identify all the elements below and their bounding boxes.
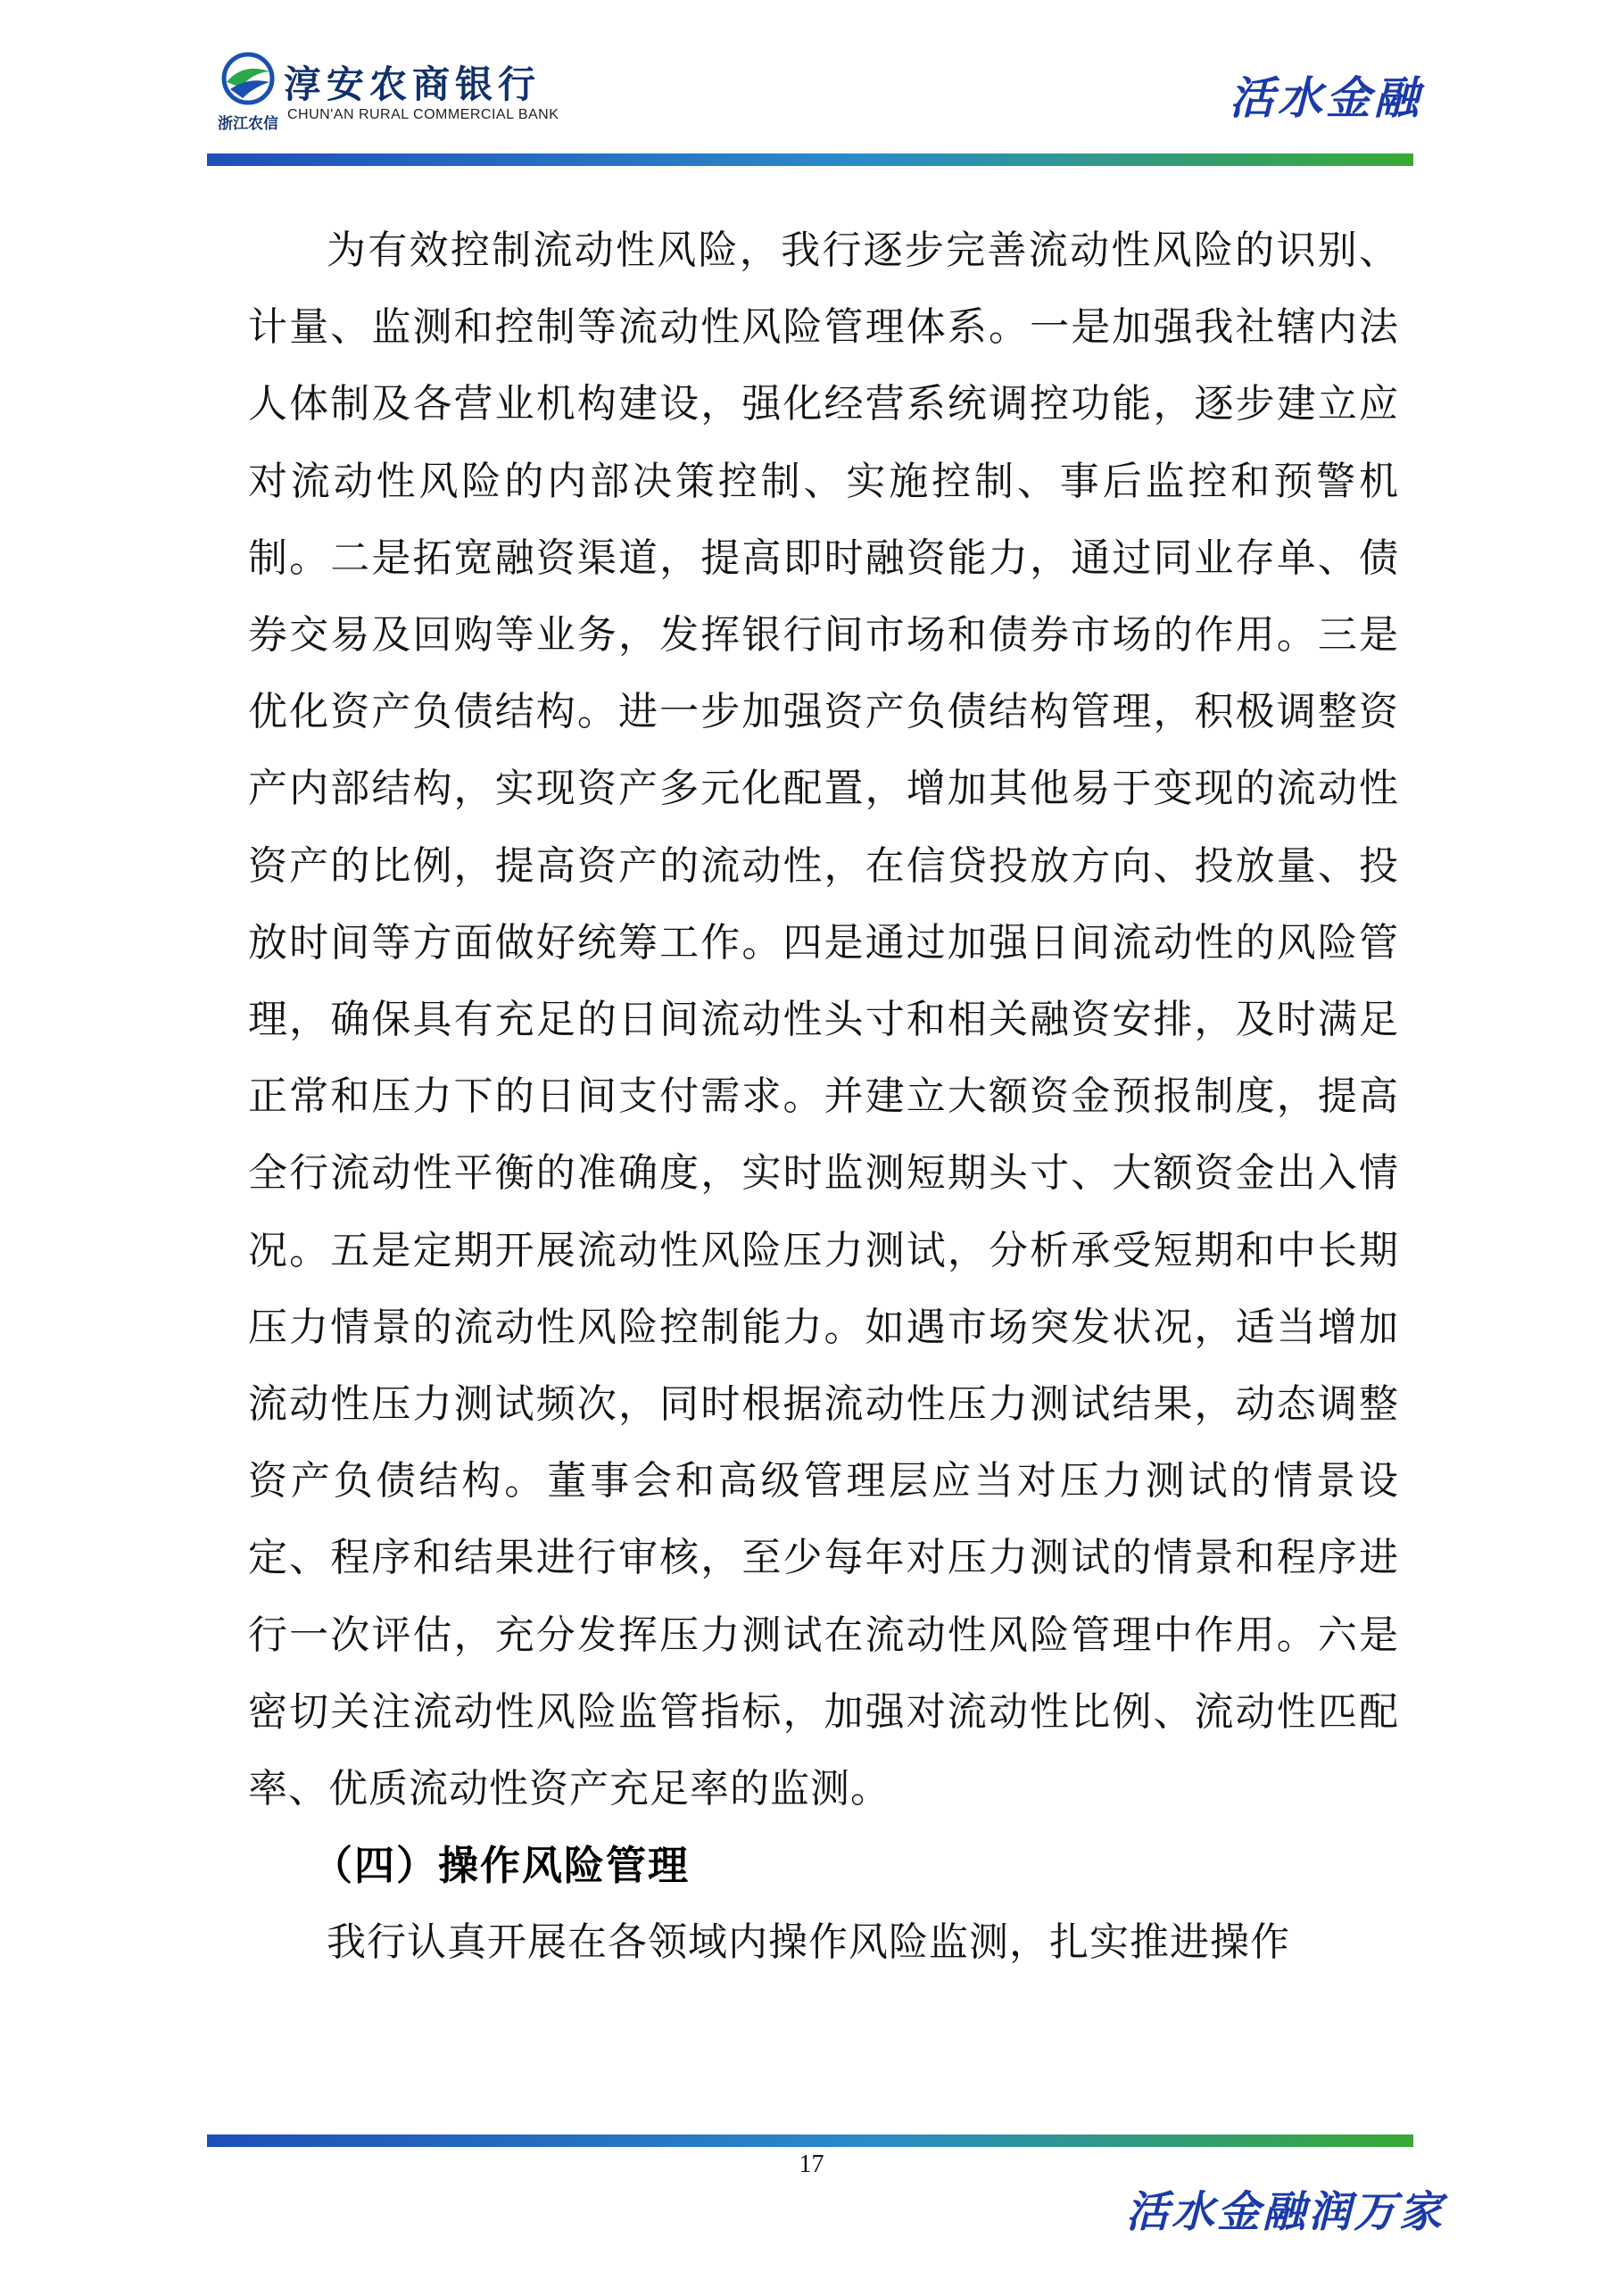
- document-body: [248, 212, 1399, 1982]
- footer-slogan: 活水金融润万家: [1126, 2187, 1445, 2237]
- logo-caption: 浙江农信: [218, 115, 278, 133]
- header-slogan: 活水金融: [1230, 71, 1422, 124]
- zhejiang-rural-credit-logo-icon: [207, 46, 289, 136]
- footer-divider: [207, 2134, 1413, 2147]
- header-divider: [207, 153, 1413, 166]
- bank-name-english: CHUN'AN RURAL COMMERCIAL BANK: [287, 107, 559, 122]
- bank-name-chinese: 淳安农商银行: [284, 62, 542, 106]
- body-paragraph: 我行认真开展在各领域内操作风险监测，扎实推进操作: [327, 1919, 1290, 1966]
- page-number: 17: [799, 2151, 824, 2178]
- page-header: [0, 0, 1623, 170]
- body-paragraph: 为有效控制流动性风险，我行逐步完善流动性风险的识别、计量、监测和控制等流动性风险管理体系。一是加强我社辖内法人体制及各营业机构建设，强化经营系统调控功能，逐步建立应对流动性风险的内部决策控制、实施控制、事后监控和预警机制。二是拓宽融资渠道，提高即时融资能力，通过同业存单、债券交易及回购等业务，发挥银行间市场和债券市场的作用。三是优化资产负债结构。进一步加强资产负债结构管理，积极调整资产内部结构，实现资产多元化配置，增加其他易于变现的流动性资产的比例，提高资产的流动性，在信贷投放方向、投放量、投放时间等方面做好统筹工作。四是通过加强日间流动性的风险管理，确保具有充足的日间流动性头寸和相关融资安排，及时满足正常和压力下的日间支付需求。并建立大额资金预报制度，提高全行流动性平衡的准确度，实时监测短期头寸、大额资金出入情况。五是定期开展流动性风险压力测试，分析承受短期和中长期压力情景的流动性风险控制能力。如遇市场突发状况，适当增加流动性压力测试频次，同时根据流动性压力测试结果，动态调整资产负债结构。董事会和高级管理层应当对压力测试的情景设定、程序和结果进行审核，至少每年对压力测试的情景和程序进行一次评估，充分发挥压力测试在流动性风险管理中作用。六是密切关注流动性风险监管指标，加强对流动性比例、流动性匹配率、优质流动性资产充足率的监测。: [248, 228, 1399, 1812]
- section-heading: （四）操作风险管理: [312, 1842, 691, 1890]
